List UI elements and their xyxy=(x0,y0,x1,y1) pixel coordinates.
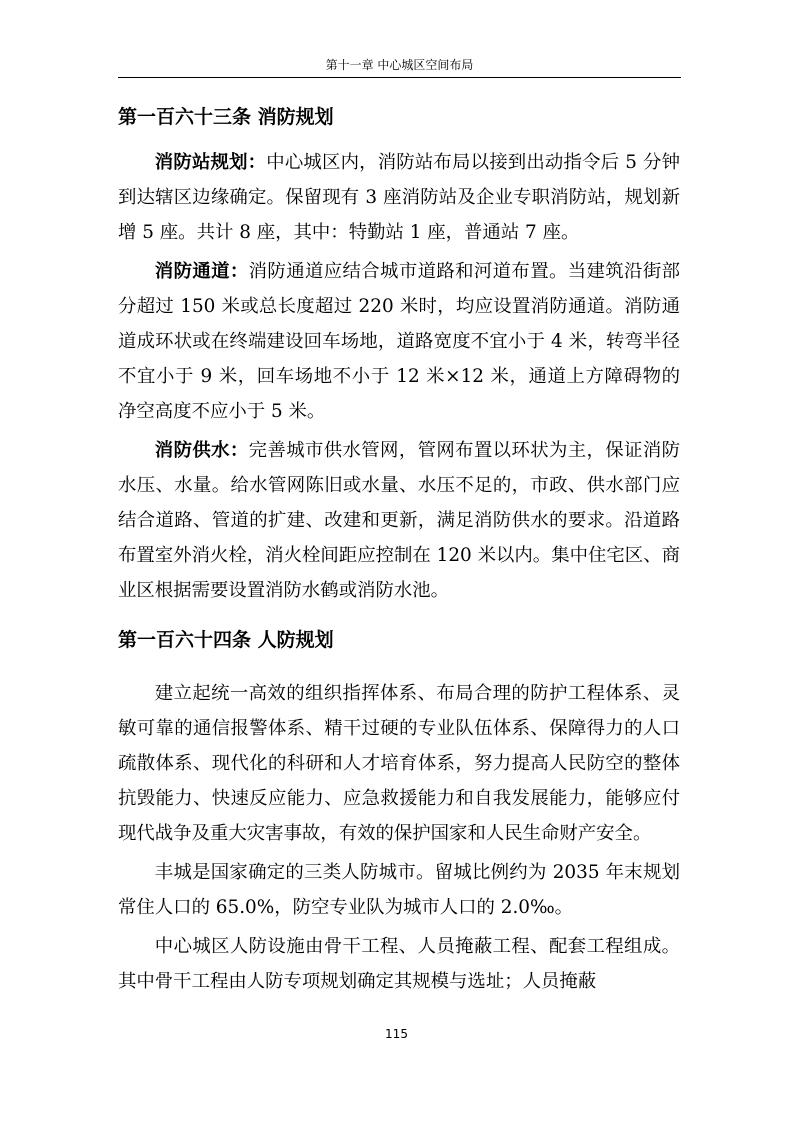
fire-access-text: 消防通道应结合城市道路和河道布置。当建筑沿街部分超过 150 米或总长度超过 220 米时，均应设置消防通道。消防通道成环状或在终端建设回车场地，道路宽度不宜小于 4 米，转弯半径不宜小于 9 米，回车场地不小于 12 米×12 米，通道上方障碍物的净空高度不应小于 5 米。 xyxy=(118,261,680,422)
fire-station-text: 中心城区内，消防站布局以接到出动指令后 5 分钟到达辖区边缘确定。保留现有 3 座消防站及企业专职消防站，规划新增 5 座。共计 8 座，其中：特勤站 1 座，普通站 7 座。 xyxy=(118,152,680,243)
article-164-heading: 第一百六十四条 人防规划 xyxy=(118,629,334,651)
page-number: 115 xyxy=(385,1027,408,1041)
civil-defense-city-paragraph: 丰城是国家确定的三类人防城市。留城比例约为 2035 年末规划常住人口的 65.0%，防空专业队为城市人口的 2.0‰。 xyxy=(118,862,680,918)
fire-access-paragraph xyxy=(118,254,680,429)
civil-defense-facilities-paragraph: 中心城区人防设施由骨干工程、人员掩蔽工程、配套工程组成。其中骨干工程由人防专项规划确定其规模与选址；人员掩蔽 xyxy=(118,936,680,992)
article-163-heading: 第一百六十三条 消防规划 xyxy=(118,106,334,128)
fire-station-lead: 消防站规划： xyxy=(154,152,267,173)
fire-water-text: 完善城市供水管网，管网布置以环状为主，保证消防水压、水量。给水管网陈旧或水量、水压不足的，市政、供水部门应结合道路、管道的扩建、改建和更新，满足消防供水的要求。沿道路布置室外消火栓，消火栓间距应控制在 120 米以内。集中住宅区、商业区根据需要设置消防水鹤或消防水池。 xyxy=(118,440,680,601)
fire-access-lead: 消防通道： xyxy=(154,261,249,282)
document-body xyxy=(118,99,680,999)
fire-water-paragraph xyxy=(118,433,680,608)
fire-station-paragraph xyxy=(118,145,680,250)
header-rule xyxy=(118,77,681,78)
fire-water-lead: 消防供水： xyxy=(154,440,249,461)
civil-defense-goal-paragraph: 建立起统一高效的组织指挥体系、布局合理的防护工程体系、灵敏可靠的通信报警体系、精干过硬的专业队伍体系、保障得力的人口疏散体系、现代化的科研和人才培育体系，努力提高人民防空的整体抗毁能力、快速反应能力、应急救援能力和自我发展能力，能够应付现代战争及重大灾害事故，有效的保护国家和人民生命财产安全。 xyxy=(118,683,680,844)
running-header: 第十一章 中心城区空间布局 xyxy=(325,58,474,72)
